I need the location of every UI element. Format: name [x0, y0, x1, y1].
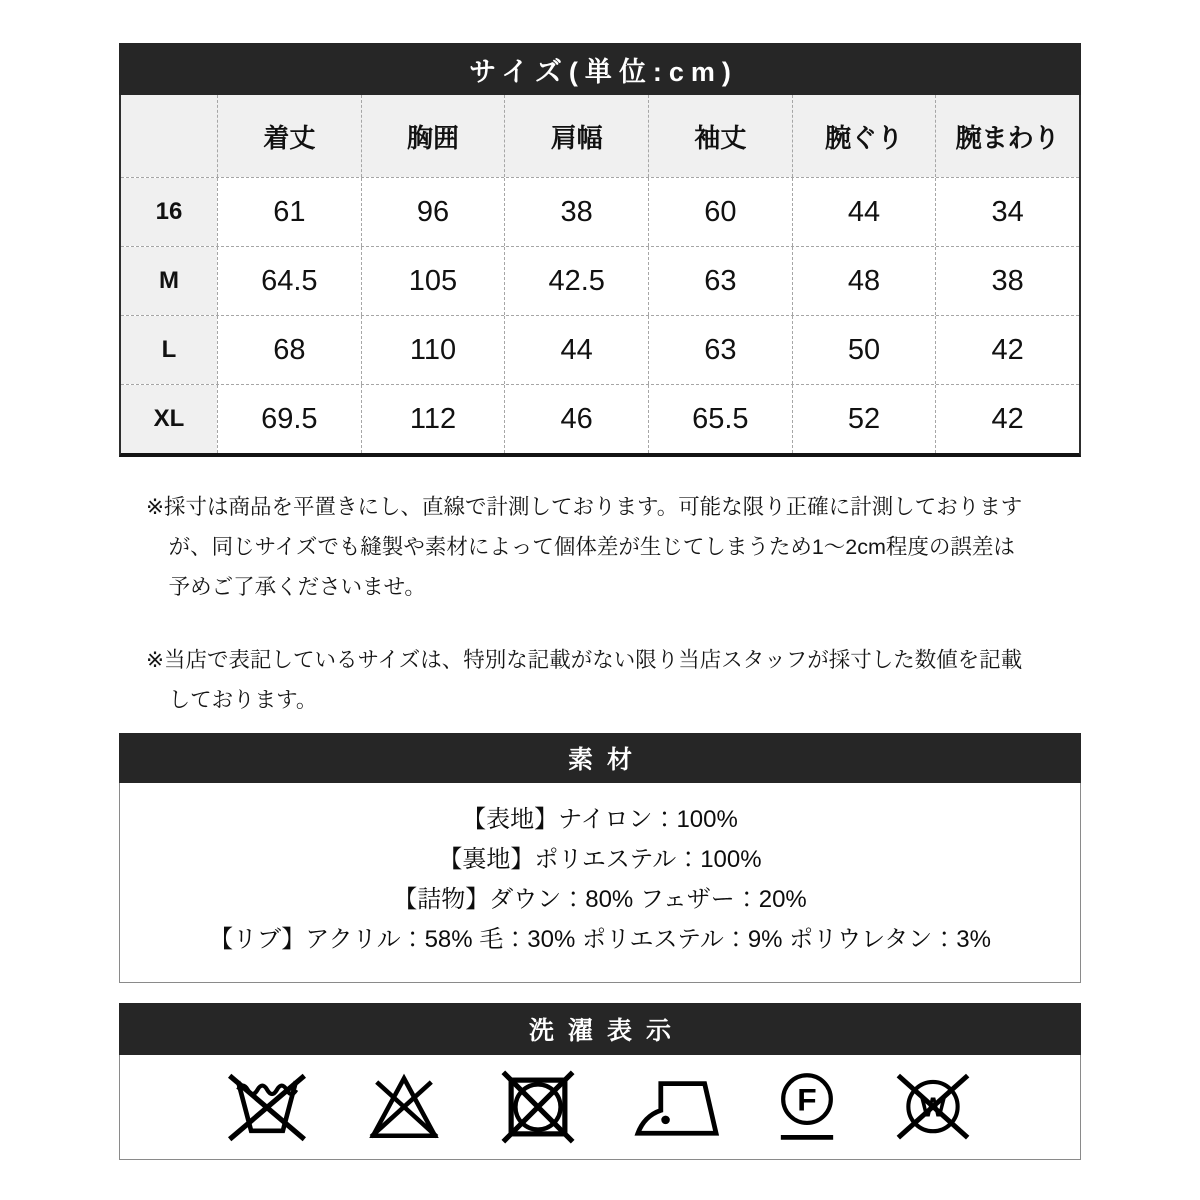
- column-header: 腕まわり: [935, 95, 1079, 177]
- svg-text:W: W: [920, 1091, 946, 1123]
- size-chart-sheet: [119, 0, 1081, 1160]
- size-cell: 44: [792, 178, 936, 246]
- column-header: 袖丈: [648, 95, 792, 177]
- material-line-lining: 【裏地】ポリエステル：100%: [438, 846, 762, 873]
- size-cell: 50: [792, 316, 936, 384]
- row-label: XL: [121, 385, 217, 453]
- size-cell: 38: [504, 178, 648, 246]
- column-header: 腕ぐり: [792, 95, 936, 177]
- do-not-tumble-dry-icon: [499, 1068, 577, 1146]
- material-title: 素材: [567, 746, 646, 774]
- note-staff-measured: ※当店で表記しているサイズは、特別な記載がない限り当店スタッフが採寸した数値を記載しております。: [146, 648, 1023, 712]
- table-row: [121, 177, 1079, 246]
- size-cell: 44: [504, 316, 648, 384]
- iron-low-temperature-icon: [631, 1077, 723, 1138]
- care-symbols-row: [119, 1055, 1081, 1160]
- do-not-wash-icon: [225, 1071, 309, 1144]
- material-line-outer: 【表地】ナイロン：100%: [462, 806, 738, 833]
- measurement-notes: [146, 487, 1026, 720]
- material-line-filling: 【詰物】ダウン：80% フェザー：20%: [393, 886, 807, 913]
- size-table: [119, 95, 1081, 457]
- column-header: 肩幅: [504, 95, 648, 177]
- size-section: [119, 43, 1081, 457]
- material-title-bar: [119, 733, 1081, 783]
- table-row: [121, 246, 1079, 315]
- size-cell: 65.5: [648, 385, 792, 453]
- size-cell: 68: [217, 316, 361, 384]
- table-row: [121, 384, 1079, 453]
- row-label: 16: [121, 178, 217, 246]
- corner-cell: [121, 95, 217, 177]
- care-title: 洗濯表示: [528, 1017, 685, 1045]
- size-cell: 112: [361, 385, 505, 453]
- size-cell: 42: [935, 316, 1079, 384]
- dry-clean-petroleum-F-icon: [777, 1072, 837, 1143]
- row-label: M: [121, 247, 217, 315]
- size-cell: 63: [648, 247, 792, 315]
- svg-text:F: F: [797, 1080, 817, 1117]
- size-cell: 42: [935, 385, 1079, 453]
- size-table-header-row: [121, 95, 1079, 177]
- do-not-wet-clean-icon: [891, 1071, 975, 1144]
- size-title-bar: [119, 43, 1081, 95]
- care-title-bar: [119, 1003, 1081, 1055]
- size-title: サイズ(単位:cm): [469, 56, 738, 87]
- row-label: L: [121, 316, 217, 384]
- note-measurement-disclaimer: ※採寸は商品を平置きにし、直線で計測しております。可能な限り正確に計測しておりますが、同じサイズでも縫製や素材によって個体差が生じてしまうため1〜2cm程度の誤差は予めご了承くださいませ。: [146, 495, 1023, 599]
- size-cell: 34: [935, 178, 1079, 246]
- size-cell: 52: [792, 385, 936, 453]
- table-row: [121, 315, 1079, 384]
- size-cell: 60: [648, 178, 792, 246]
- size-cell: 105: [361, 247, 505, 315]
- size-cell: 46: [504, 385, 648, 453]
- size-cell: 61: [217, 178, 361, 246]
- size-cell: 48: [792, 247, 936, 315]
- material-body: [119, 783, 1081, 983]
- size-cell: 63: [648, 316, 792, 384]
- size-cell: 38: [935, 247, 1079, 315]
- material-line-rib: 【リブ】アクリル：58% 毛：30% ポリエステル：9% ポリウレタン：3%: [209, 926, 991, 953]
- size-cell: 42.5: [504, 247, 648, 315]
- column-header: 着丈: [217, 95, 361, 177]
- size-cell: 96: [361, 178, 505, 246]
- size-cell: 64.5: [217, 247, 361, 315]
- care-section: [119, 1003, 1081, 1160]
- material-section: [119, 733, 1081, 983]
- column-header: 胸囲: [361, 95, 505, 177]
- do-not-bleach-icon: [363, 1072, 445, 1143]
- size-cell: 69.5: [217, 385, 361, 453]
- size-cell: 110: [361, 316, 505, 384]
